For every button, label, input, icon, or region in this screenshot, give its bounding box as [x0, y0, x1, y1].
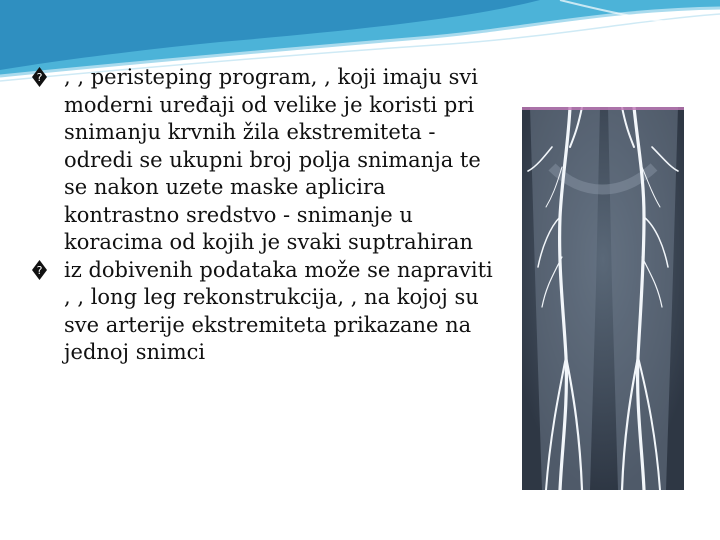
- svg-text:?: ?: [36, 71, 43, 84]
- bullet-text: iz dobivenih podataka može se napraviti , , long leg rekonstrukcija, , na kojoj su sve arterije ekstremiteta prikazane na jednoj snimci: [64, 257, 493, 364]
- bullet-item: [32, 64, 502, 257]
- angiogram-image: [522, 107, 684, 490]
- slide-text-block: [32, 64, 502, 367]
- missing-glyph-icon: [32, 260, 47, 280]
- missing-glyph-icon: [32, 67, 47, 87]
- svg-text:?: ?: [36, 263, 43, 277]
- bullet-text: , , peristeping program, , koji imaju svi moderni uređaji od velike je koristi pri snimanju krvnih žila ekstremiteta - odredi se ukupni broj polja snimanja te se nakon uzete maske aplicira kontrastno sredstvo - snimanje u koracima od kojih je svaki suptrahiran: [64, 65, 481, 254]
- bullet-item: [32, 257, 502, 367]
